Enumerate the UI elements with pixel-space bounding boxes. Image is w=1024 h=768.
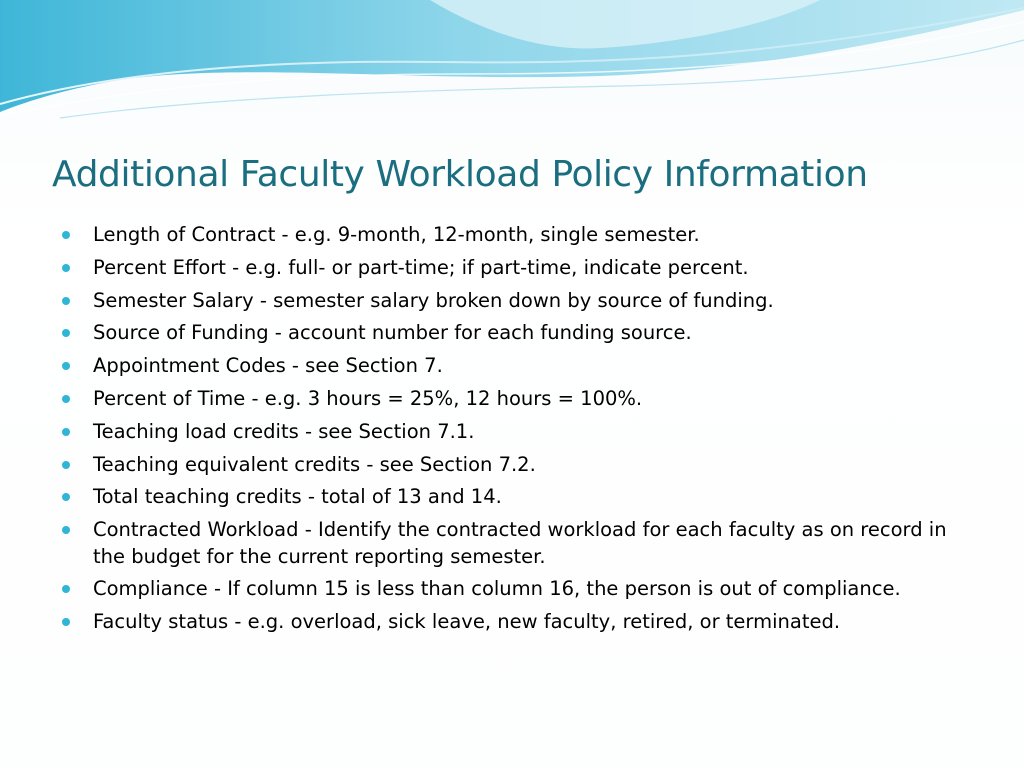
list-item	[62, 419, 972, 446]
bullet-dot-icon	[62, 362, 70, 370]
bullet-dot-icon	[62, 618, 70, 626]
bullet-text: Percent of Time - e.g. 3 hours = 25%, 12 hours = 100%.	[93, 386, 643, 410]
bullet-dot-icon	[62, 428, 70, 436]
bullet-dot-icon	[62, 526, 70, 534]
list-item	[62, 320, 972, 347]
list-item	[62, 353, 972, 380]
slide-title: Additional Faculty Workload Policy Information	[52, 154, 868, 195]
bullet-text: Source of Funding - account number for each funding source.	[93, 321, 692, 345]
bullet-dot-icon	[62, 461, 70, 469]
bullet-text: Compliance - If column 15 is less than column 16, the person is out of compliance.	[93, 577, 901, 601]
bullet-dot-icon	[62, 231, 70, 239]
bullet-dot-icon	[62, 585, 70, 593]
bullet-text: Length of Contract - e.g. 9-month, 12-month, single semester.	[93, 223, 700, 246]
bullet-text: Teaching load credits - see Section 7.1.	[93, 419, 475, 443]
bullet-dot-icon	[62, 264, 70, 272]
wave-header-decoration	[0, 0, 1024, 130]
bullet-text: Contracted Workload - Identify the contracted workload for each faculty as on record in the budget for the current reporting semester.	[93, 518, 947, 568]
list-item	[62, 255, 972, 282]
list-item	[62, 222, 972, 249]
bullet-dot-icon	[62, 493, 70, 501]
bullet-text: Semester Salary - semester salary broken down by source of funding.	[93, 288, 774, 312]
list-item	[62, 386, 972, 413]
bullet-text: Faculty status - e.g. overload, sick leave, new faculty, retired, or terminated.	[93, 610, 841, 634]
bullet-dot-icon	[62, 297, 70, 305]
bullet-text: Total teaching credits - total of 13 and 14.	[93, 485, 502, 509]
list-item	[62, 288, 972, 315]
bullet-text: Percent Effort - e.g. full- or part-time; if part-time, indicate percent.	[93, 255, 749, 279]
list-item	[62, 484, 972, 511]
bullet-text: Teaching equivalent credits - see Section 7.2.	[93, 452, 536, 476]
list-item	[62, 576, 972, 603]
bullet-dot-icon	[62, 395, 70, 403]
bullet-dot-icon	[62, 329, 70, 337]
list-item	[62, 609, 972, 636]
bullet-list	[62, 222, 972, 642]
list-item	[62, 517, 972, 570]
list-item	[62, 452, 972, 479]
bullet-text: Appointment Codes - see Section 7.	[93, 354, 443, 378]
